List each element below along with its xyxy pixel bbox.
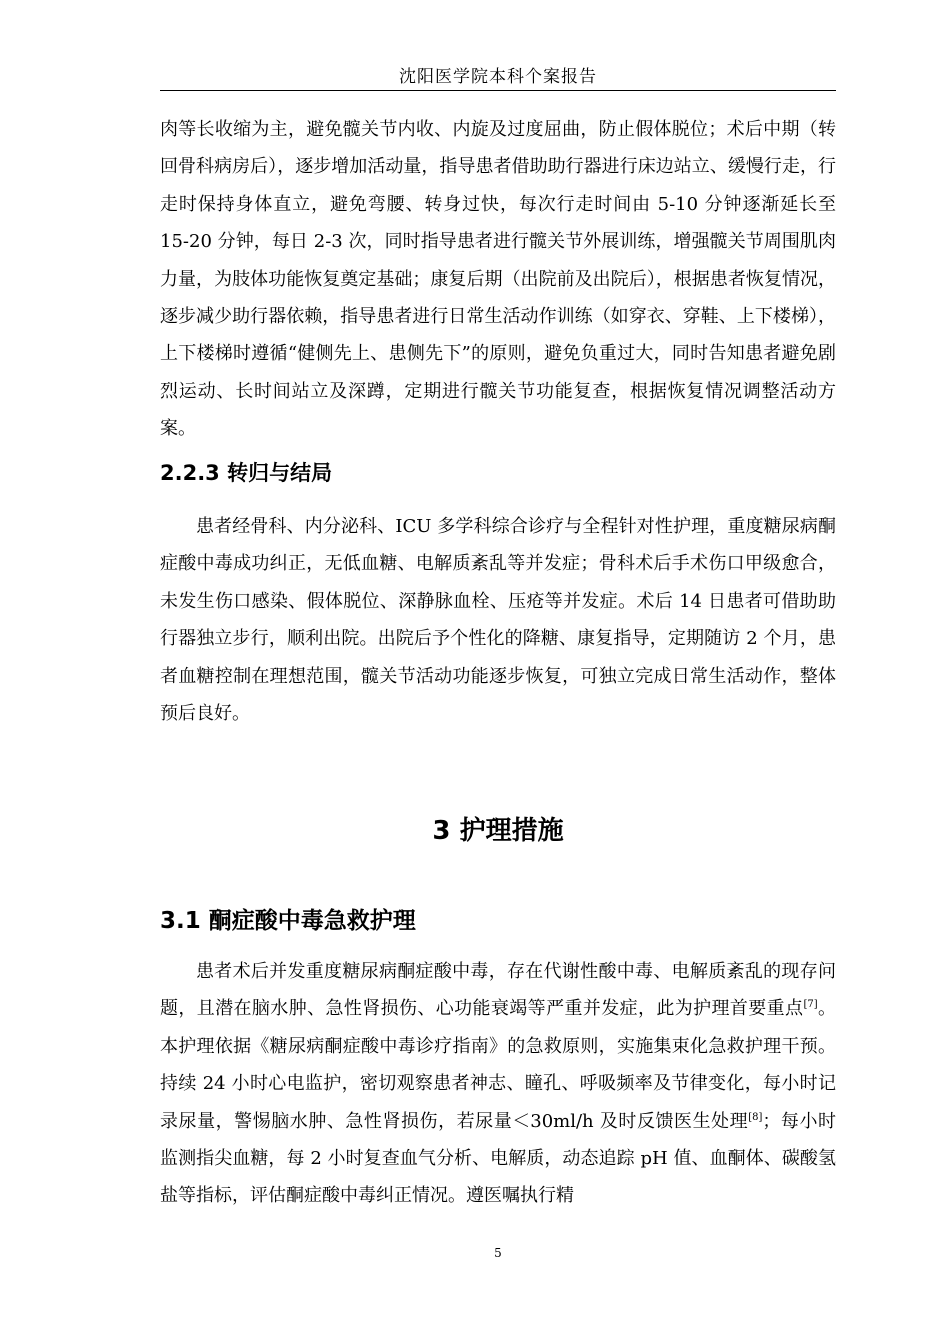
page-header-title: 沈阳医学院本科个案报告 — [399, 67, 597, 87]
section-heading-2-2-3: 2.2.3 转归与结局 — [160, 461, 333, 485]
citation-ref: [8] — [748, 1111, 763, 1123]
page-number: 5 — [494, 1246, 502, 1260]
body-paragraph: 肉等长收缩为主，避免髋关节内收、内旋及过度屈曲，防止假体脱位；术后中期（转回骨科病房后），逐步增加活动量，指导患者借助助行器进行床边站立、缓慢行走，行走时保持身体直立，避免弯腰、转身过快，每次行走时间由 5-10 分钟逐渐延长至 15-20 分钟，每日 2-3 次，同时指导患者进行髋关节外展训练，增强髋关节周围肌肉力量，为肢体功能恢复奠定基础；康复后期（出院前及出院后），根据患者恢复情况，逐步减少助行器依赖，指导患者进行日常生活动作训练（如穿衣、穿鞋、上下楼梯），上下楼梯时遵循“健侧先上、患侧先下”的原则，避免负重过大，同时告知患者避免剧烈运动、长时间站立及深蹲，定期进行髋关节功能复查，根据恢复情况调整活动方案。 — [160, 119, 836, 440]
body-paragraph: 患者经骨科、内分泌科、ICU 多学科综合诊疗与全程针对性护理，重度糖尿病酮症酸中毒成功纠正，无低血糖、电解质紊乱等并发症；骨科术后手术伤口甲级愈合，未发生伤口感染、假体脱位、深静脉血栓、压疮等并发症。术后 14 日患者可借助助行器独立步行，顺利出院。出院后予个性化的降糖、康复指导，定期随访 2 个月，患者血糖控制在理想范围，髋关节活动功能逐步恢复，可独立完成日常生活动作，整体预后良好。 — [160, 516, 836, 725]
text-run: 患者术后并发重度糖尿病酮症酸中毒，存在代谢性酸中毒、电解质紊乱的现存问题，且潜在脑水肿、急性肾损伤、心功能衰竭等严重并发症，此为护理首要重点 — [160, 961, 836, 1020]
section-heading-3-1: 3.1 酮症酸中毒急救护理 — [160, 908, 416, 934]
chapter-heading: 3 护理措施 — [432, 816, 564, 846]
text-run: ；每小时监测指尖血糖，每 2 小时复查血气分析、电解质，动态追踪 pH 值、血酮体、碳酸氢盐等指标，评估酮症酸中毒纠正情况。遵医嘱执行精 — [160, 1110, 837, 1207]
body-paragraph — [160, 953, 836, 1215]
header-rule — [160, 90, 836, 91]
text-run: 。本护理依据《糖尿病酮症酸中毒诊疗指南》的急救原则，实施集束化急救护理干预。持续 24 小时心电监护，密切观察患者神志、瞳孔、呼吸频率及节律变化，每小时记录尿量，警惕脑水肿、急性肾损伤，若尿量＜30ml/h 及时反馈医生处理 — [160, 998, 837, 1132]
citation-ref: [7] — [803, 999, 818, 1011]
